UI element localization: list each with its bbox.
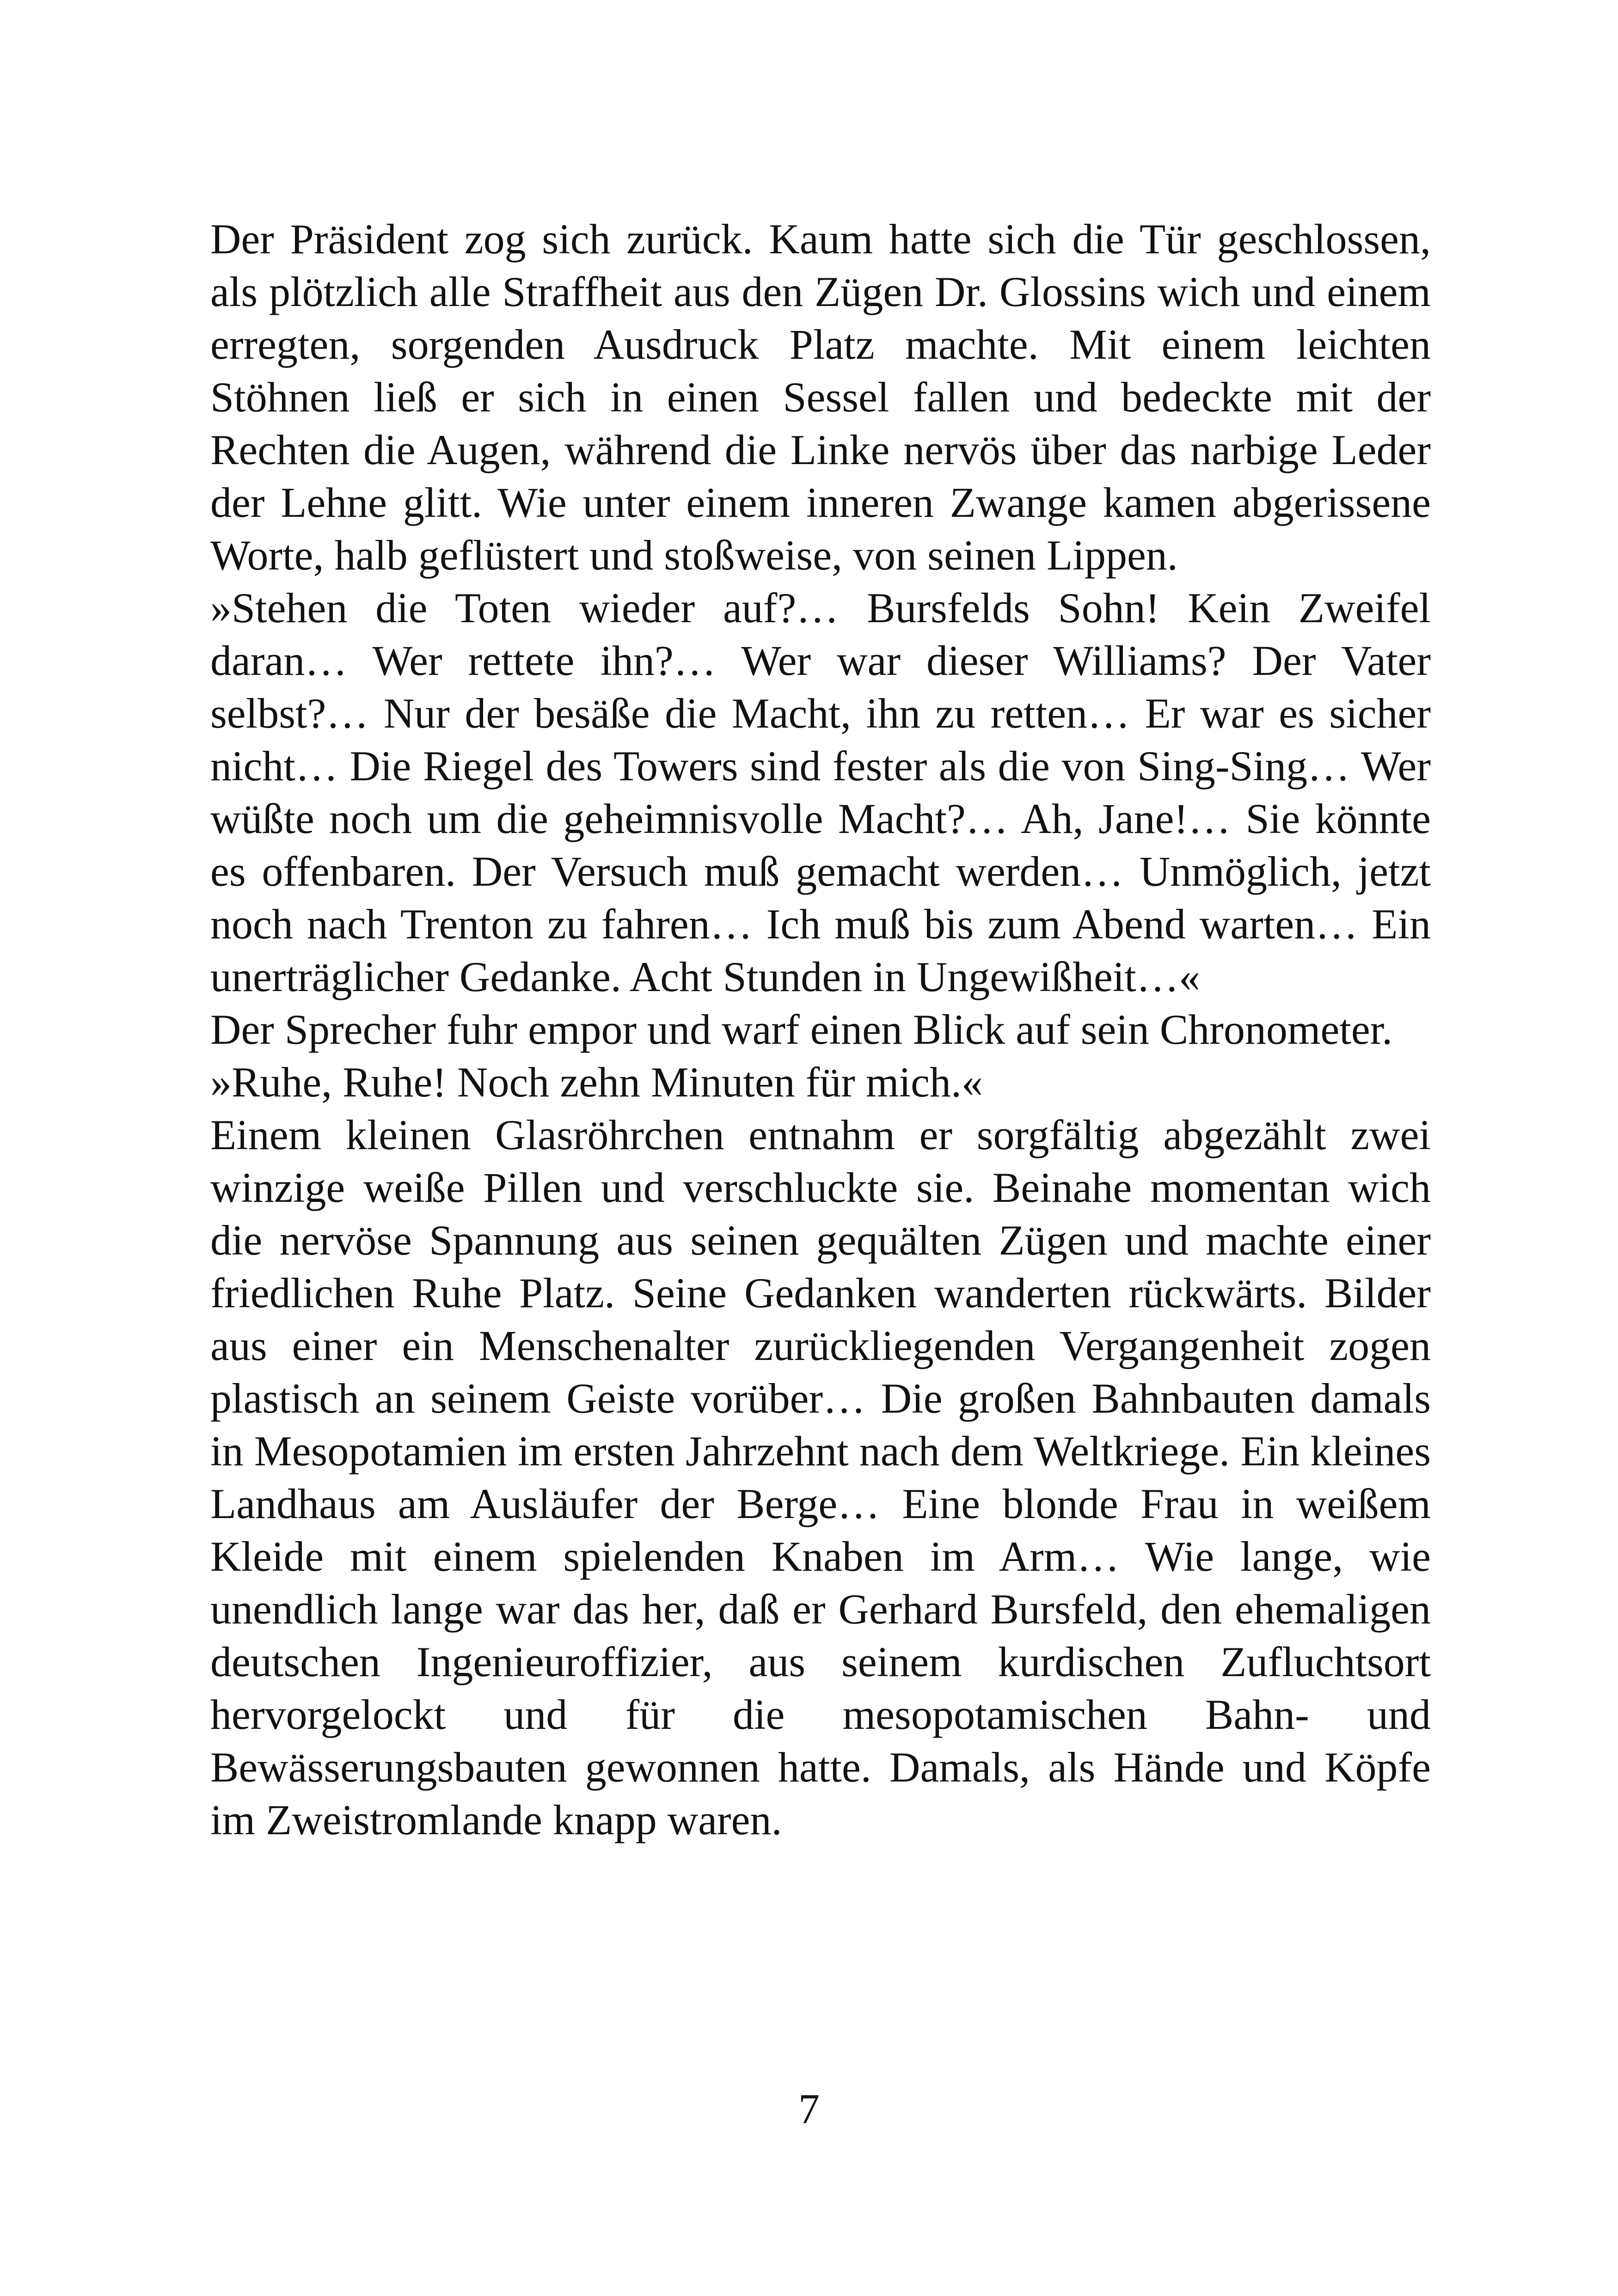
paragraph-3: Der Sprecher fuhr empor und warf einen Blick auf sein Chronometer. (210, 1006, 1393, 1053)
paragraph-5: Einem kleinen Glasröhrchen entnahm er sorgfältig abgezählt zwei winzige weiße Pillen und verschluckte sie. Beinahe momentan wich die nervöse Spannung aus seinen gequälten Zügen und machte einer friedlichen Ruhe Platz. Seine Gedanken wanderten rückwärts. Bilder aus einer ein Menschenalter zurückliegenden Vergangenheit zogen plastisch an seinem Geiste vorüber… Die großen Bahnbauten damals in Mesopotamien im ersten Jahrzehnt nach dem Weltkriege. Ein kleines Landhaus am Ausläufer der Berge… Eine blonde Frau in weißem Kleide mit einem spielenden Knaben im Arm… Wie lange, wie unendlich lange war das her, daß er Gerhard Bursfeld, den ehemaligen deutschen Ingenieuroffizier, aus seinem kurdischen Zufluchtsort hervorgelockt und für die mesopotamischen Bahn- und Bewässerungsbauten gewonnen hatte. Damals, als Hände und Köpfe im Zweistromlande knapp waren. (210, 1111, 1431, 1843)
page-number: 7 (798, 2085, 820, 2132)
body-text (210, 213, 1431, 1846)
paragraph-4: »Ruhe, Ruhe! Noch zehn Minuten für mich.« (210, 1059, 983, 1106)
paragraph-1: Der Präsident zog sich zurück. Kaum hatte sich die Tür geschlossen, als plötzlich alle Straffheit aus den Zügen Dr. Glossins wich und einem erregten, sorgenden Ausdruck Platz machte. Mit einem leichten Stöhnen ließ er sich in einen Sessel fallen und bedeckte mit der Rechten die Augen, während die Linke nervös über das narbige Leder der Lehne glitt. Wie unter einem inneren Zwange kamen abgerissene Worte, halb geflüstert und stoßweise, von seinen Lippen. (210, 215, 1431, 579)
paragraph-2: »Stehen die Toten wieder auf?… Bursfelds Sohn! Kein Zweifel daran… Wer rettete ihn?… Wer war dieser Williams? Der Vater selbst?… Nur der besäße die Macht, ihn zu retten… Er war es sicher nicht… Die Riegel des Towers sind fester als die von Sing-Sing… Wer wüßte noch um die geheimnisvolle Macht?… Ah, Jane!… Sie könnte es offenbaren. Der Versuch muß gemacht werden… Unmöglich, jetzt noch nach Trenton zu fahren… Ich muß bis zum Abend warten… Ein unerträglicher Gedanke. Acht Stunden in Ungewißheit…« (210, 584, 1431, 1000)
